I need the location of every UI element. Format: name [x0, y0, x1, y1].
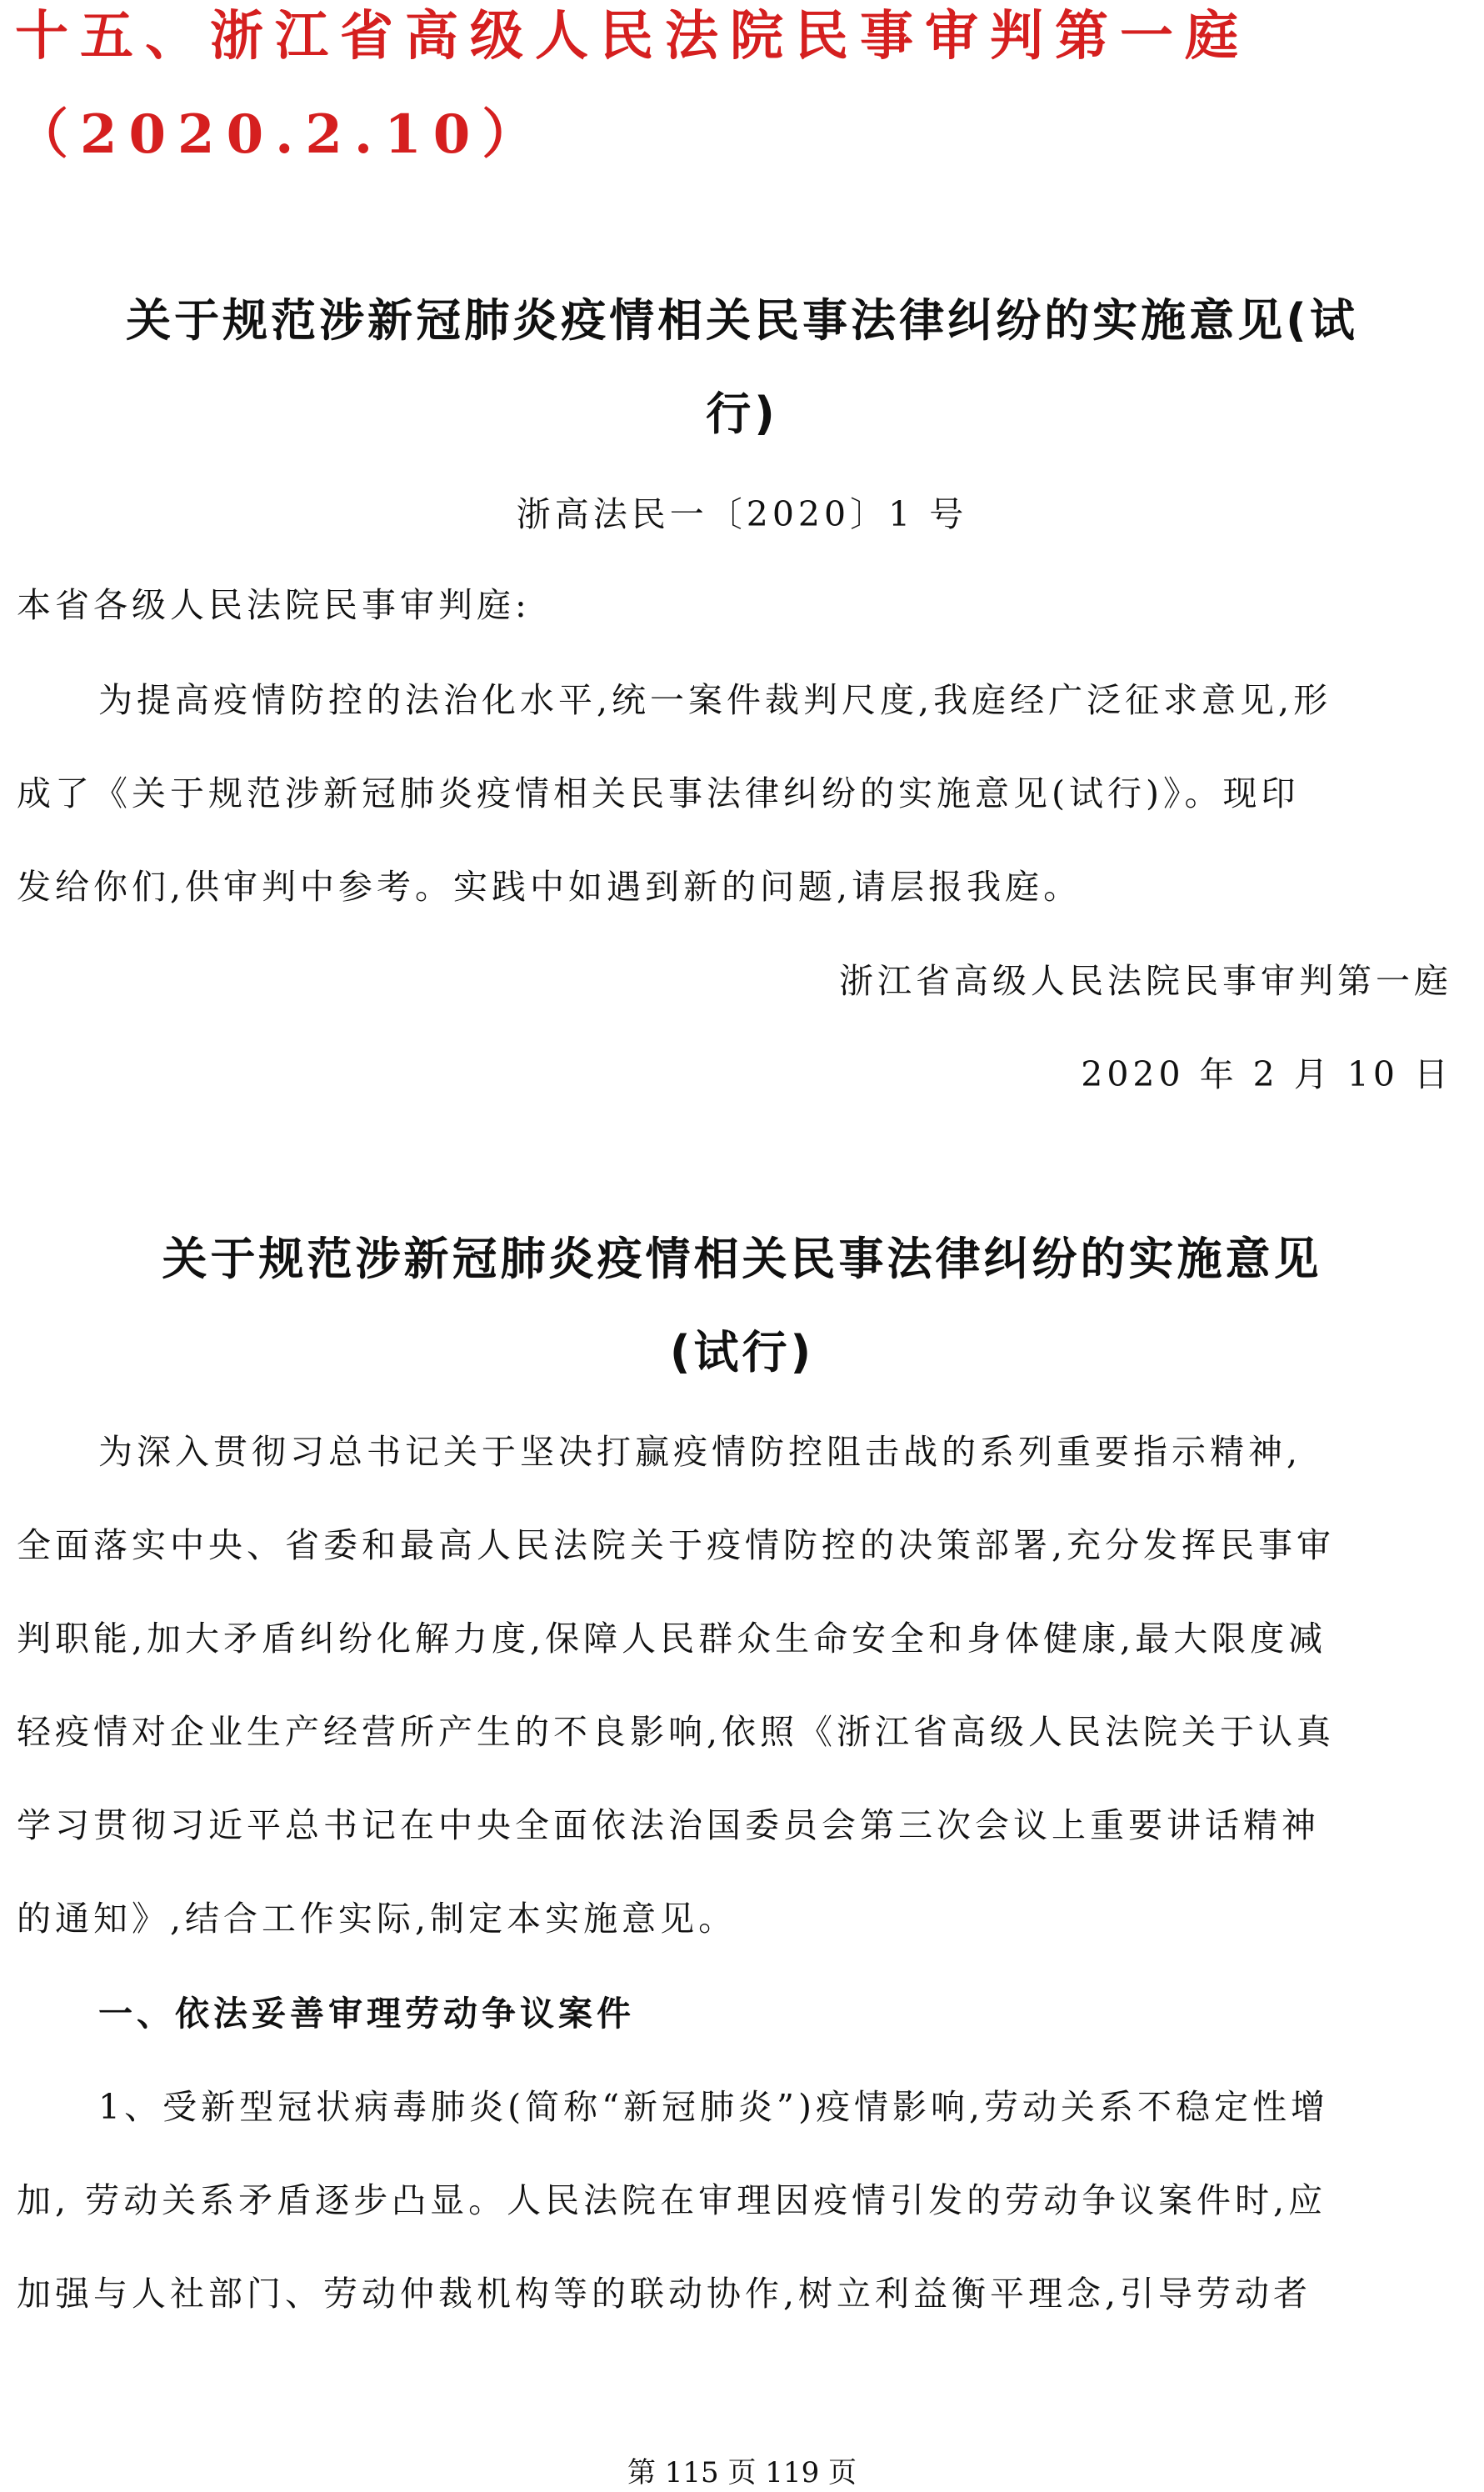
- section-heading-date: （2020.2.10）: [15, 103, 547, 166]
- section-paragraph-line: 加, 劳动关系矛盾逐步凸显。人民法院在审理因疫情引发的劳动争议案件时,应: [17, 2180, 1327, 2220]
- section-heading: 一、依法妥善审理劳动争议案件: [98, 1994, 635, 2034]
- signature: 浙江省高级人民法院民事审判第一庭: [839, 961, 1452, 1001]
- notice-title-line2: 行): [706, 388, 778, 440]
- intro-line: 的通知》,结合工作实际,制定本实施意见。: [17, 1899, 737, 1939]
- notice-title-line1: 关于规范涉新冠肺炎疫情相关民事法律纠纷的实施意见(试: [126, 294, 1358, 347]
- section-paragraph-line: 1、受新型冠状病毒肺炎(简称“新冠肺炎”)疫情影响,劳动关系不稳定性增: [98, 2087, 1330, 2127]
- notice-body-line: 发给你们,供审判中参考。实践中如遇到新的问题,请层报我庭。: [17, 867, 1082, 907]
- page-number: 第 115 页 119 页: [627, 2456, 857, 2489]
- opinion-title-line1: 关于规范涉新冠肺炎疫情相关民事法律纠纷的实施意见: [162, 1233, 1322, 1285]
- notice-body-line: 为提高疫情防控的法治化水平,统一案件裁判尺度,我庭经广泛征求意见,形: [98, 680, 1332, 720]
- section-heading-red: 十五、浙江省高级人民法院民事审判第一庭: [15, 5, 1250, 68]
- intro-line: 全面落实中央、省委和最高人民法院关于疫情防控的决策部署,充分发挥民事审: [17, 1525, 1336, 1565]
- intro-line: 轻疫情对企业生产经营所产生的不良影响,依照《浙江省高级人民法院关于认真: [17, 1712, 1336, 1752]
- intro-line: 判职能,加大矛盾纠纷化解力度,保障人民群众生命安全和身体健康,最大限度减: [17, 1619, 1327, 1659]
- document-number: 浙高法民一〔2020〕1 号: [516, 494, 968, 534]
- addressee: 本省各级人民法院民事审判庭:: [17, 585, 531, 625]
- intro-line: 为深入贯彻习总书记关于坚决打赢疫情防控阻击战的系列重要指示精神,: [98, 1432, 1302, 1472]
- opinion-title-line2: (试行): [669, 1326, 815, 1379]
- notice-body-line: 成了《关于规范涉新冠肺炎疫情相关民事法律纠纷的实施意见(试行)》。现印: [17, 773, 1300, 813]
- section-paragraph-line: 加强与人社部门、劳动仲裁机构等的联动协作,树立利益衡平理念,引导劳动者: [17, 2274, 1312, 2314]
- signature-date: 2020 年 2 月 10 日: [1081, 1054, 1452, 1094]
- intro-line: 学习贯彻习近平总书记在中央全面依法治国委员会第三次会议上重要讲话精神: [17, 1805, 1320, 1845]
